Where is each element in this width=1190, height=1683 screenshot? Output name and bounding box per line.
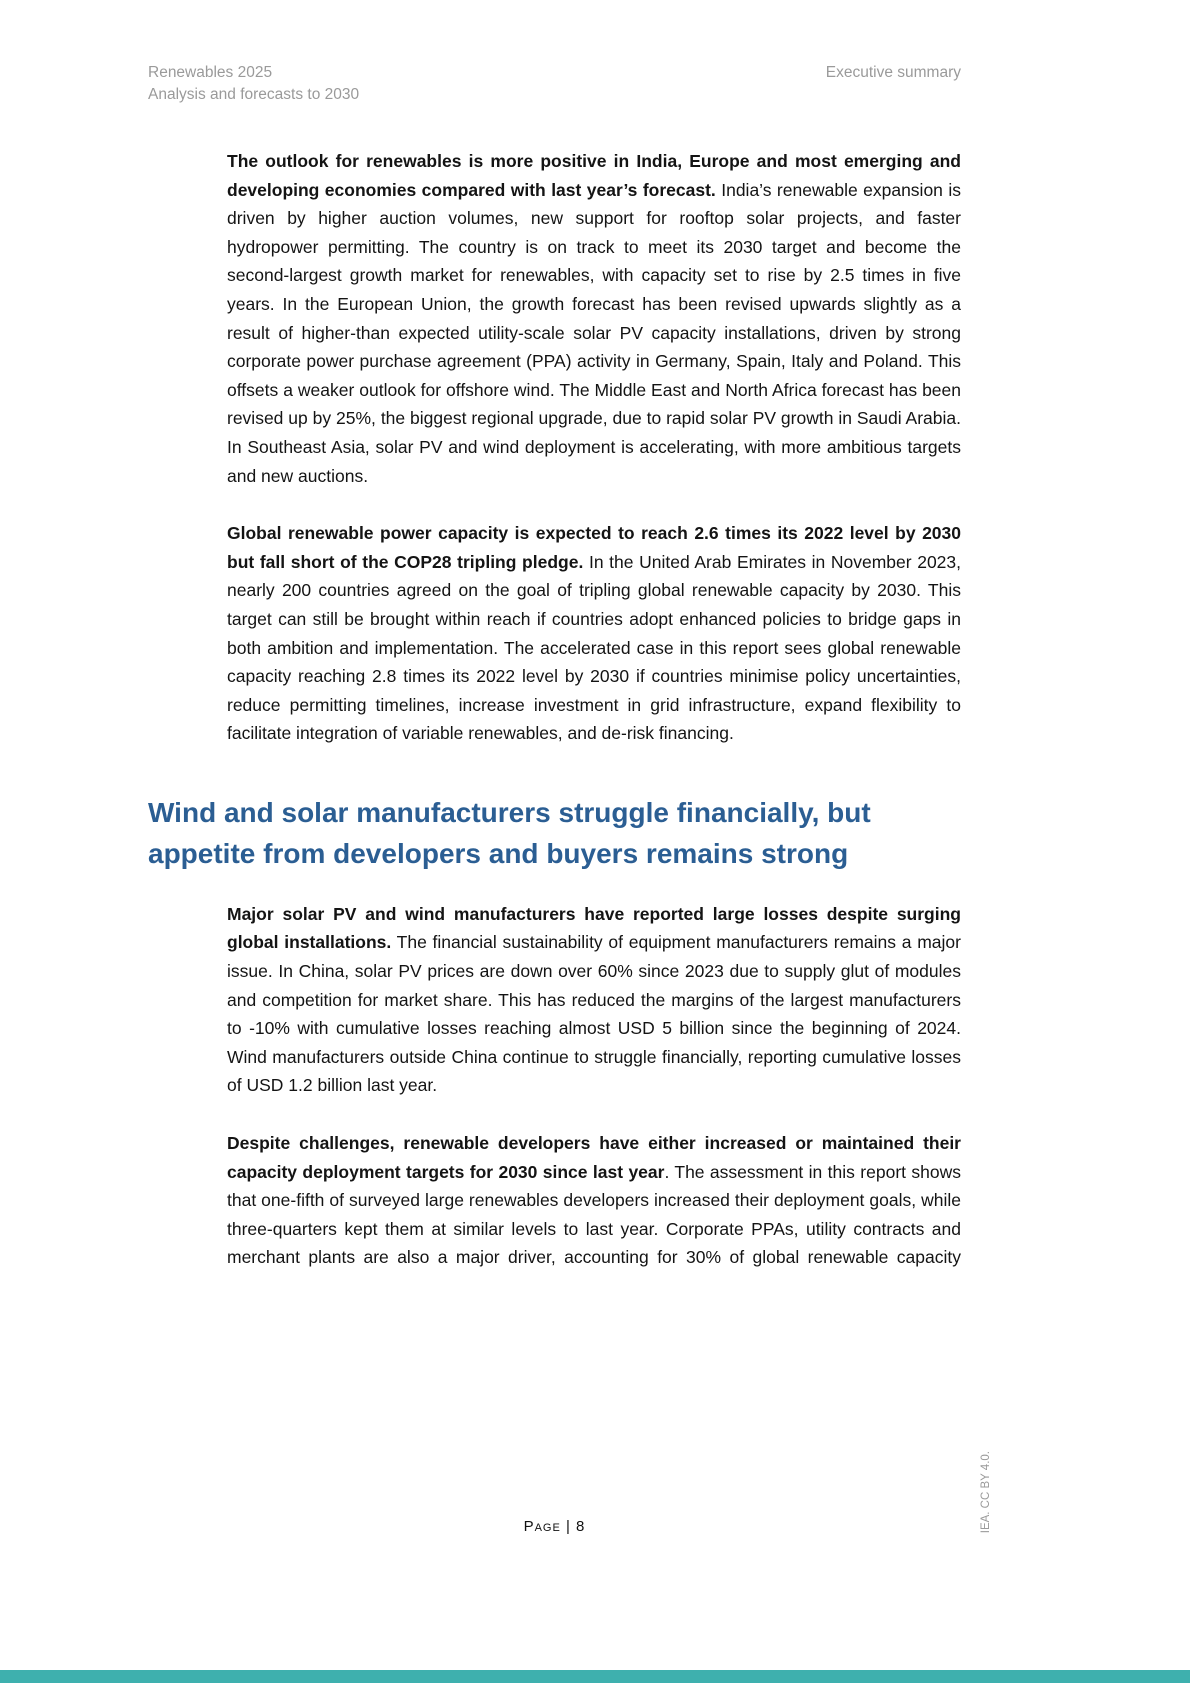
page-header <box>148 62 961 106</box>
page-number: Page | 8 <box>523 1518 586 1535</box>
paragraph-body: In the United Arab Emirates in November 2023, nearly 200 countries agreed on the goal of tripling global renewable capacity by 2030. This target can still be brought within reach if countries adopt enhanced policies to bridge gaps in both ambition and implementation. The accelerated case in this report sees global renewable capacity reaching 2.8 times its 2022 level by 2030 if countries minimise policy uncertainties, reduce permitting timelines, increase investment in grid infrastructure, expand flexibility to facilitate integration of variable renewables, and de-risk financing. <box>227 551 962 744</box>
footer-accent-bar <box>0 1670 1190 1683</box>
report-subtitle: Analysis and forecasts to 2030 <box>148 86 360 103</box>
paragraph-manufacturers <box>227 900 961 1100</box>
paragraph-lead: Major solar PV and wind manufacturers have reported large losses despite surging global installations. <box>227 903 961 953</box>
paragraph-lead: Global renewable power capacity is expected to reach 2.6 times its 2022 level by 2030 but fall short of the COP28 tripling pledge. <box>227 523 961 572</box>
paragraph-lead: Despite challenges, renewable developers have either increased or maintained their capacity deployment targets for 2030 since last year <box>227 1133 961 1182</box>
header-section-label: Executive summary <box>825 64 961 81</box>
paragraph-outlook <box>227 147 961 490</box>
paragraph-lead: The outlook for renewables is more positive in India, Europe and most emerging and developing economies compared with last year’s forecast. <box>227 151 961 200</box>
section-heading: Wind and solar manufacturers struggle financially, but appetite from developers and buyers remains strong <box>148 796 871 869</box>
paragraph-developers <box>227 1129 961 1272</box>
paragraph-body: The financial sustainability of equipment manufacturers remains a major issue. In China, solar PV prices are down over 60% since 2023 due to supply glut of modules and competition for market share. This has reduced the margins of the largest manufacturers to -10% with cumulative losses reaching almost USD 5 billion since the beginning of 2024. Wind manufacturers outside China continue to struggle financially, reporting cumulative losses of USD 1.2 billion last year. <box>227 932 961 1096</box>
paragraph-body: . The assessment in this report shows that one-fifth of surveyed large renewables developers increased their deployment goals, while three-quarters kept them at similar levels to last year. Corporate PPAs, utility contracts and merchant plants are also a major driver, accounting for 30% of global renewable capacity <box>227 1161 961 1268</box>
paragraph-capacity <box>227 519 961 748</box>
copyright-note: IEA. CC BY 4.0. <box>980 1450 992 1533</box>
page-content <box>148 147 961 1301</box>
paragraph-body: India’s renewable expansion is driven by higher auction volumes, new support for rooftop solar projects, and faster hydropower permitting. The country is on track to meet its 2030 target and become the second-largest growth market for renewables, with capacity set to rise by 2.5 times in five years. In the European Union, the growth forecast has been revised upwards slightly as a result of higher-than expected utility-scale solar PV capacity installations, driven by strong corporate power purchase agreement (PPA) activity in Germany, Spain, Italy and Poland. This offsets a weaker outlook for offshore wind. The Middle East and North Africa forecast has been revised up by 25%, the biggest regional upgrade, due to rapid solar PV growth in Saudi Arabia. In Southeast Asia, solar PV and wind deployment is accelerating, with more ambitious targets and new auctions. <box>227 179 961 486</box>
report-title: Renewables 2025 <box>148 64 273 81</box>
report-title-block <box>148 62 359 106</box>
